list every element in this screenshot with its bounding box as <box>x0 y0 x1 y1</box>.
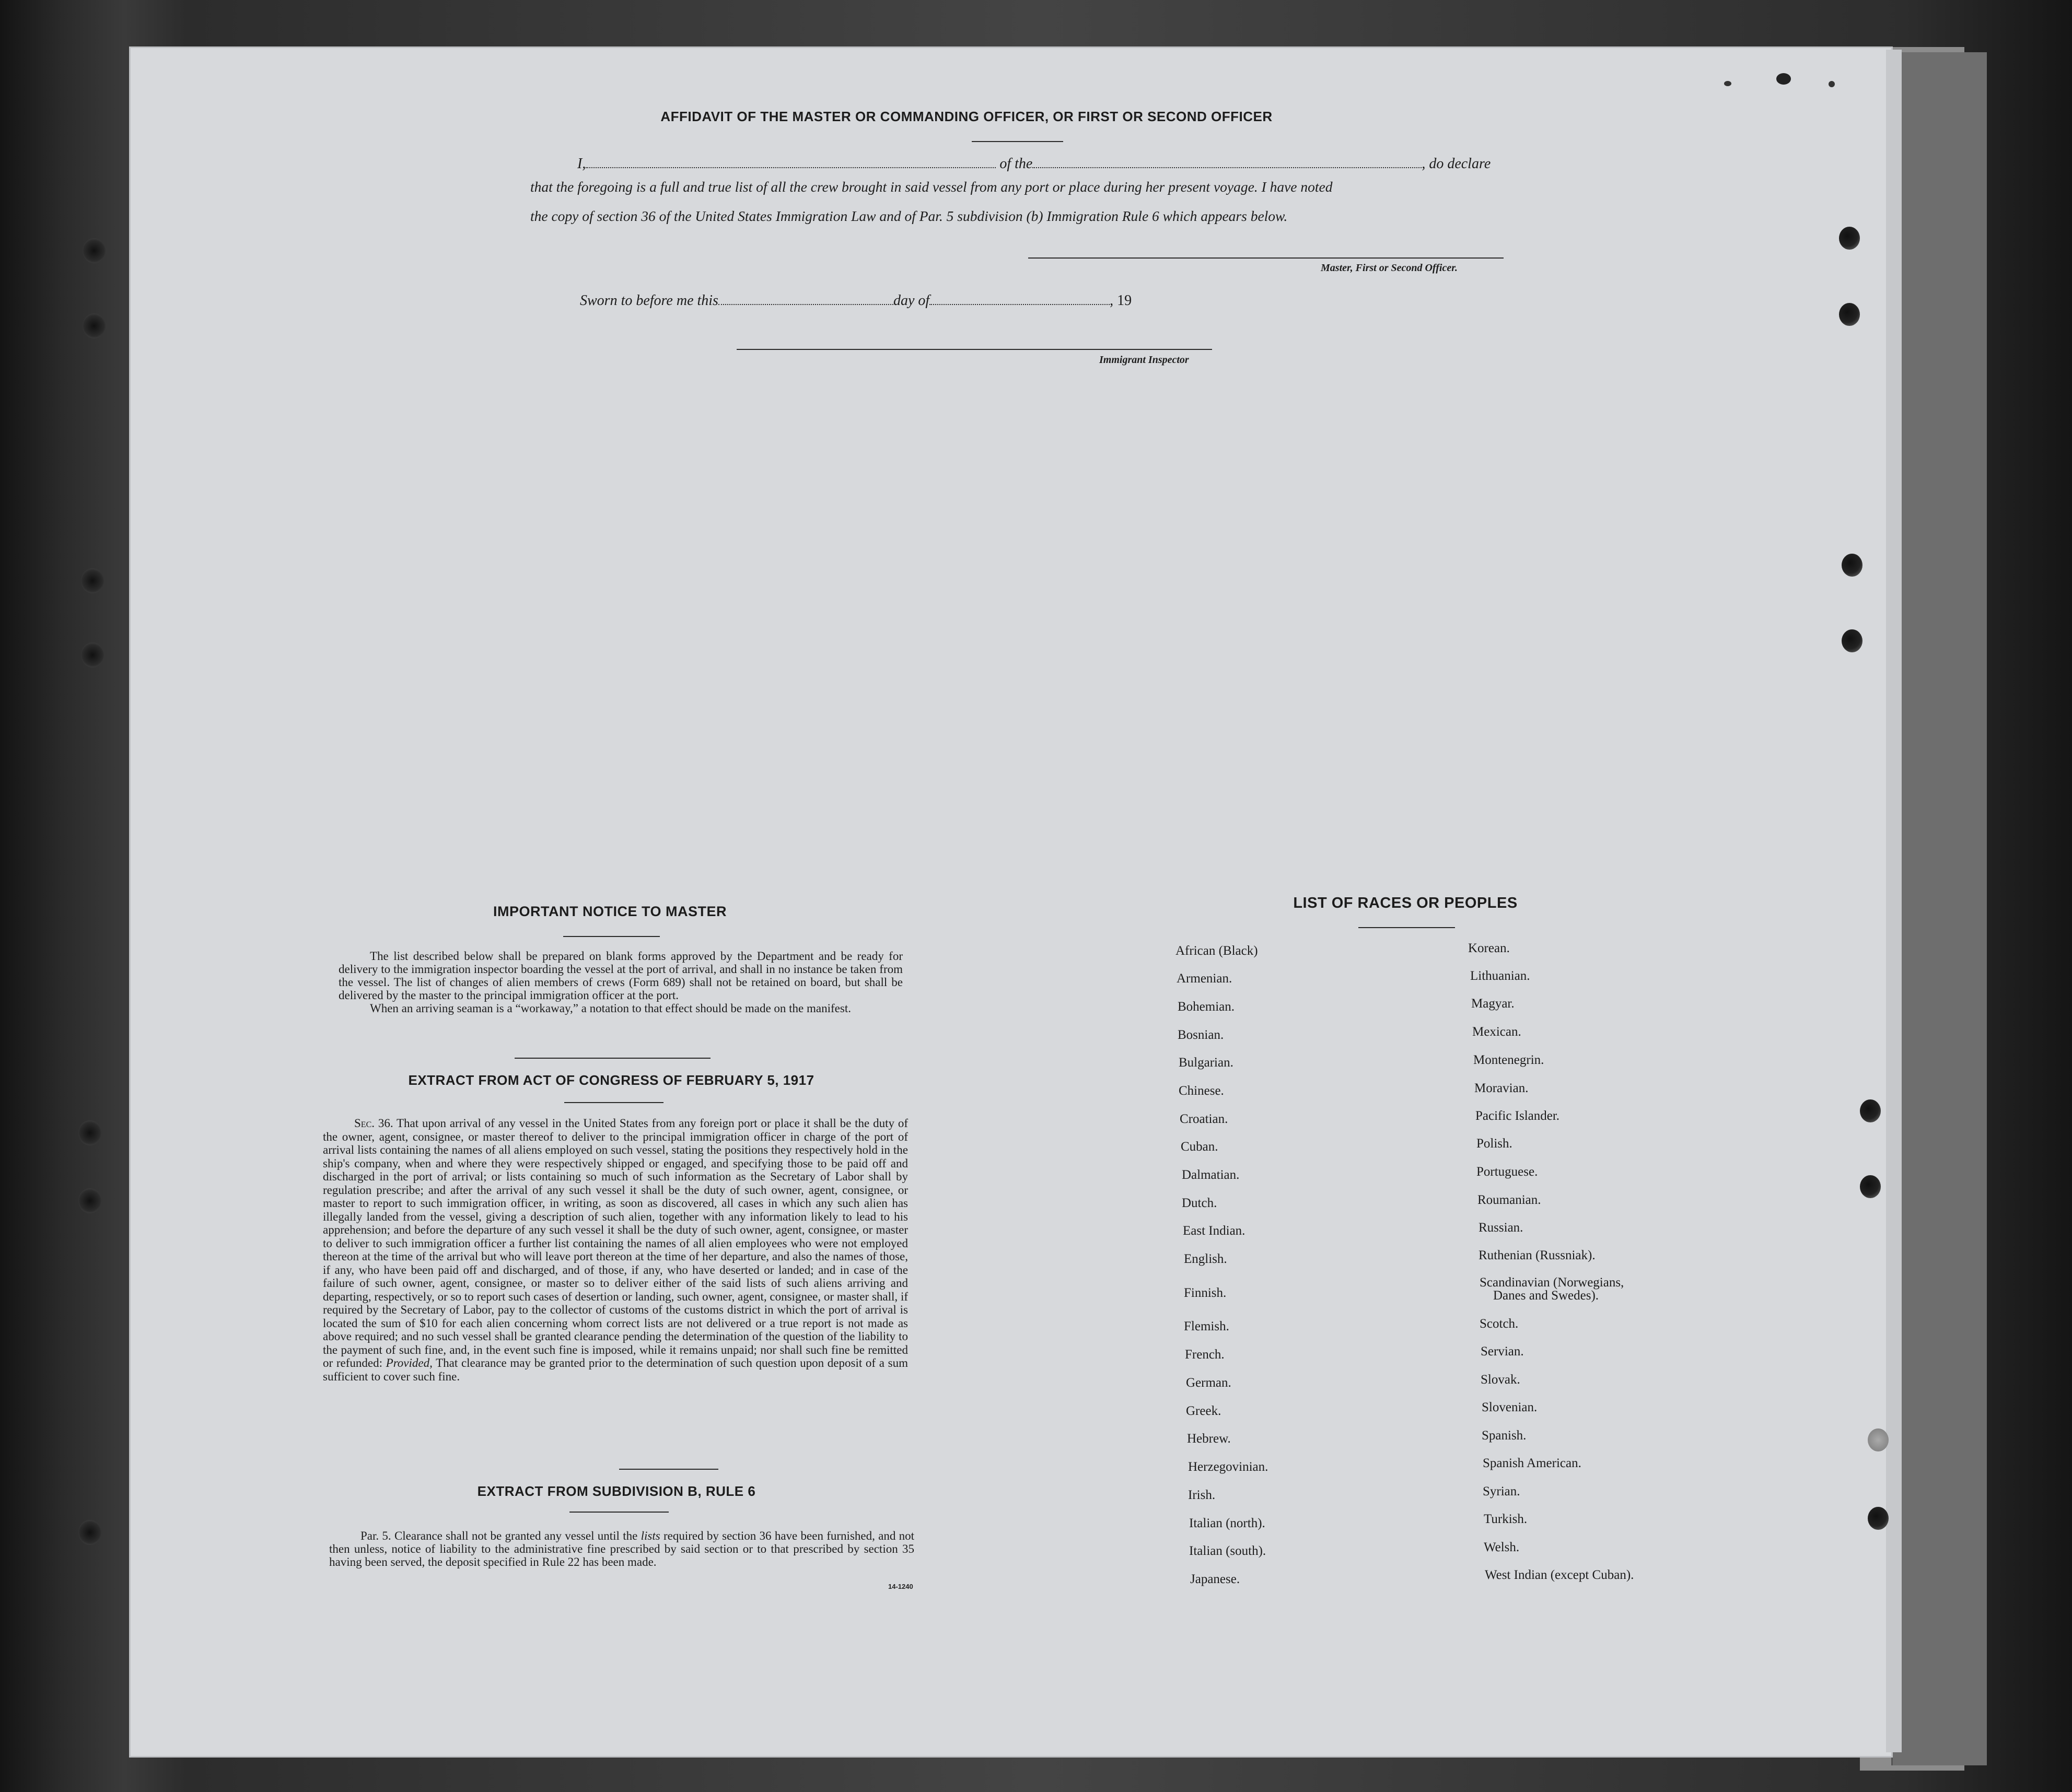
underlying-sheet-edge <box>1891 52 1987 1765</box>
race-item: Korean. <box>1468 941 1510 955</box>
affidavit-line-3: the copy of section 36 of the United States Immigration Law and of Par. 5 subdivision (b) Immigration Rule 6 which appears below. <box>530 208 1288 224</box>
signature-line <box>1028 257 1504 259</box>
race-item: Syrian. <box>1483 1484 1520 1498</box>
ink-blot <box>1724 81 1731 86</box>
act-text: That upon arrival of any vessel in the United States from any foreign port or place it shall be the duty of the owner, agent, consignee, or master thereof to deliver to the principal immigration officer in charge of the port of arrival lists containing the names of all aliens employed on such vessel, stating the positions they respectively hold in the ship's company, when and where they were respectively shipped or engaged, and specifying those to be paid off and discharged in the port of arrival; or lists containing so much of such information as the Secretary of Labor shall by regulation prescribe; and after the arrival of any such vessel it shall be the duty of such owner, agent, consignee, or master to report to such immigration officer, in writing, as soon as discovered, all cases in which any such alien has illegally landed from the vessel, giving a description of such alien, together with any information likely to lead to his apprehension; and before the departure of any such vessel it shall be the duty of such owner, agent, consignee, or master to deliver to such immigration officer a further list containing the names of all alien employees who were not employed thereon at the time of the arrival but who will leave port thereon at the time of her departure, and also the names of those, if any, who have been paid off and discharged, and of those, if any, who have deserted or landed; and in case of the failure of such owner, agent, consignee, or master so to deliver either of the said lists of such aliens arriving and departing, respectively, or so to report such cases of desertion or landing, such owner, agent, consignee, or master shall, if required by the Secretary of Labor, pay to the collector of customs of the customs district in which the port of arrival is located the sum of $10 for each alien concerning whom correct lists are not delivered or a true report is not made as above required; and no such vessel shall be granted clearance pending the determination of the question of the liability to the payment of such fine, and, in the event such fine is imposed, while it remains unpaid; nor shall such fine be remitted or refunded: <box>323 1117 908 1369</box>
punch-hole <box>1842 629 1863 652</box>
vessel-blank <box>1032 166 1422 168</box>
race-item: Welsh. <box>1484 1540 1520 1554</box>
race-item: English. <box>1184 1252 1227 1266</box>
binding-hole <box>81 642 104 667</box>
race-item: French. <box>1185 1348 1225 1362</box>
binding-hole <box>78 1120 101 1145</box>
binding-hole <box>83 313 106 338</box>
sworn-text: Sworn to before me this <box>580 292 718 309</box>
day-blank <box>718 303 893 305</box>
race-item: Dutch. <box>1182 1196 1217 1210</box>
race-item: Mexican. <box>1472 1025 1521 1039</box>
affidavit-title: AFFIDAVIT OF THE MASTER OR COMMANDING OFFICER, OR FIRST OR SECOND OFFICER <box>660 109 1273 124</box>
month-blank <box>929 303 1110 305</box>
race-item: Spanish American. <box>1483 1456 1581 1470</box>
year-text: , 19 <box>1110 292 1132 309</box>
notice-body <box>339 950 903 1015</box>
section-label: Sec. 36. <box>354 1117 393 1130</box>
binding-hole <box>78 1188 101 1213</box>
race-item: Dalmatian. <box>1182 1168 1240 1182</box>
race-item: Scandinavian (Norwegians, <box>1480 1275 1624 1290</box>
punch-hole <box>1868 1428 1889 1451</box>
punch-hole <box>1842 554 1863 577</box>
races-underline <box>1358 927 1455 928</box>
act-body <box>323 1117 908 1383</box>
race-item: Russian. <box>1479 1221 1523 1235</box>
ink-blot <box>1829 81 1835 87</box>
race-item: Servian. <box>1481 1344 1524 1358</box>
race-item: Montenegrin. <box>1473 1053 1544 1067</box>
name-blank <box>586 166 996 168</box>
notice-paragraph-2: When an arriving seaman is a “workaway,” a notation to that effect should be made on the manifest. <box>370 1002 851 1015</box>
affidavit-line-1 <box>577 156 1491 172</box>
race-item: Spanish. <box>1482 1428 1527 1443</box>
race-item: Roumanian. <box>1477 1193 1541 1207</box>
section-divider <box>515 1058 711 1059</box>
title-underline <box>972 141 1063 142</box>
race-item: Lithuanian. <box>1470 969 1530 983</box>
sworn-line <box>580 292 1132 309</box>
race-item: Chinese. <box>1179 1084 1224 1098</box>
notice-paragraph-1: The list described below shall be prepared on blank forms approved by the Department and be ready for delivery to the immigration inspector boarding the vessel at the port of arrival, and shall in no instance be taken from the vessel. The list of changes of alien members of crews (Form 689) shall not be retained on board, but shall be delivered by the master to the principal immigration officer at the port. <box>339 950 903 1002</box>
race-item: Magyar. <box>1471 997 1515 1011</box>
binding-hole <box>81 568 104 593</box>
race-item: Scotch. <box>1480 1317 1519 1331</box>
race-item: Moravian. <box>1474 1081 1529 1095</box>
race-item: Slovenian. <box>1482 1400 1538 1414</box>
signature-label: Master, First or Second Officer. <box>1321 262 1458 274</box>
punch-hole <box>1860 1175 1881 1198</box>
day-of-text: day of <box>893 292 930 309</box>
race-item: Hebrew. <box>1187 1432 1231 1446</box>
race-item: Danes and Swedes). <box>1493 1289 1599 1303</box>
race-item: Portuguese. <box>1476 1165 1538 1179</box>
race-item: Flemish. <box>1184 1319 1229 1333</box>
race-item: Pacific Islander. <box>1475 1109 1560 1123</box>
affidavit-i: I, <box>577 156 586 172</box>
race-item: Turkish. <box>1484 1512 1528 1526</box>
punch-hole <box>1868 1507 1889 1530</box>
binding-hole <box>83 238 106 263</box>
race-item: Bulgarian. <box>1179 1056 1233 1070</box>
race-item: Cuban. <box>1181 1140 1218 1154</box>
notice-title: IMPORTANT NOTICE TO MASTER <box>493 904 727 919</box>
section-divider-2 <box>619 1469 718 1470</box>
punch-hole <box>1839 227 1860 250</box>
race-item: Bosnian. <box>1178 1028 1224 1042</box>
form-number: 14-1240 <box>888 1583 913 1590</box>
notice-underline <box>563 936 660 937</box>
act-text-end: That clearance may be granted prior to the determination of such question upon deposit of a sum sufficient to cover such fine. <box>323 1356 908 1383</box>
rule-text: Par. 5. Clearance shall not be granted any vessel until the <box>360 1529 641 1542</box>
race-item: Finnish. <box>1184 1286 1227 1300</box>
rule-underline <box>569 1512 669 1513</box>
page-edge <box>1886 50 1902 1752</box>
rule-title: EXTRACT FROM SUBDIVISION B, RULE 6 <box>477 1483 756 1499</box>
race-item: Italian (north). <box>1189 1516 1265 1530</box>
binding-hole <box>78 1520 101 1545</box>
race-item: Polish. <box>1476 1137 1512 1151</box>
race-item: Bohemian. <box>1178 1000 1235 1014</box>
race-item: Italian (south). <box>1189 1544 1266 1558</box>
race-item: Armenian. <box>1177 971 1232 986</box>
affidavit-declare: , do declare <box>1422 156 1491 172</box>
race-item: Herzegovinian. <box>1188 1460 1268 1474</box>
race-item: East Indian. <box>1183 1224 1245 1238</box>
race-item: Croatian. <box>1180 1112 1228 1126</box>
race-item: African (Black) <box>1175 944 1258 958</box>
race-item: West Indian (except Cuban). <box>1485 1568 1634 1582</box>
race-item: German. <box>1186 1376 1231 1390</box>
provided-word: Provided, <box>386 1356 433 1369</box>
rule-text-end: required by section 36 have been furnished, and not then unless, notice of liability to the administrative fine prescribed by said section or to that prescribed by section 35 having been served, the deposit specified in Rule 22 has been made. <box>329 1529 915 1568</box>
race-item: Ruthenian (Russniak). <box>1479 1248 1596 1262</box>
ink-blot <box>1776 73 1791 85</box>
race-item: Irish. <box>1188 1488 1216 1502</box>
punch-hole <box>1839 303 1860 326</box>
race-item: Japanese. <box>1190 1572 1240 1586</box>
race-item: Slovak. <box>1481 1373 1520 1387</box>
rule-body <box>329 1529 914 1568</box>
lists-word: lists <box>641 1529 660 1542</box>
race-item: Greek. <box>1186 1404 1221 1418</box>
affidavit-of-the: of the <box>999 156 1033 172</box>
act-underline <box>564 1102 663 1103</box>
races-title: LIST OF RACES OR PEOPLES <box>1293 895 1518 911</box>
act-title: EXTRACT FROM ACT OF CONGRESS OF FEBRUARY 5, 1917 <box>408 1072 814 1088</box>
affidavit-line-2: that the foregoing is a full and true list of all the crew brought in said vessel from any port or place during her present voyage. I have noted <box>530 179 1333 195</box>
punch-hole <box>1860 1099 1881 1122</box>
inspector-label: Immigrant Inspector <box>1099 354 1189 366</box>
inspector-signature-line <box>737 349 1212 350</box>
